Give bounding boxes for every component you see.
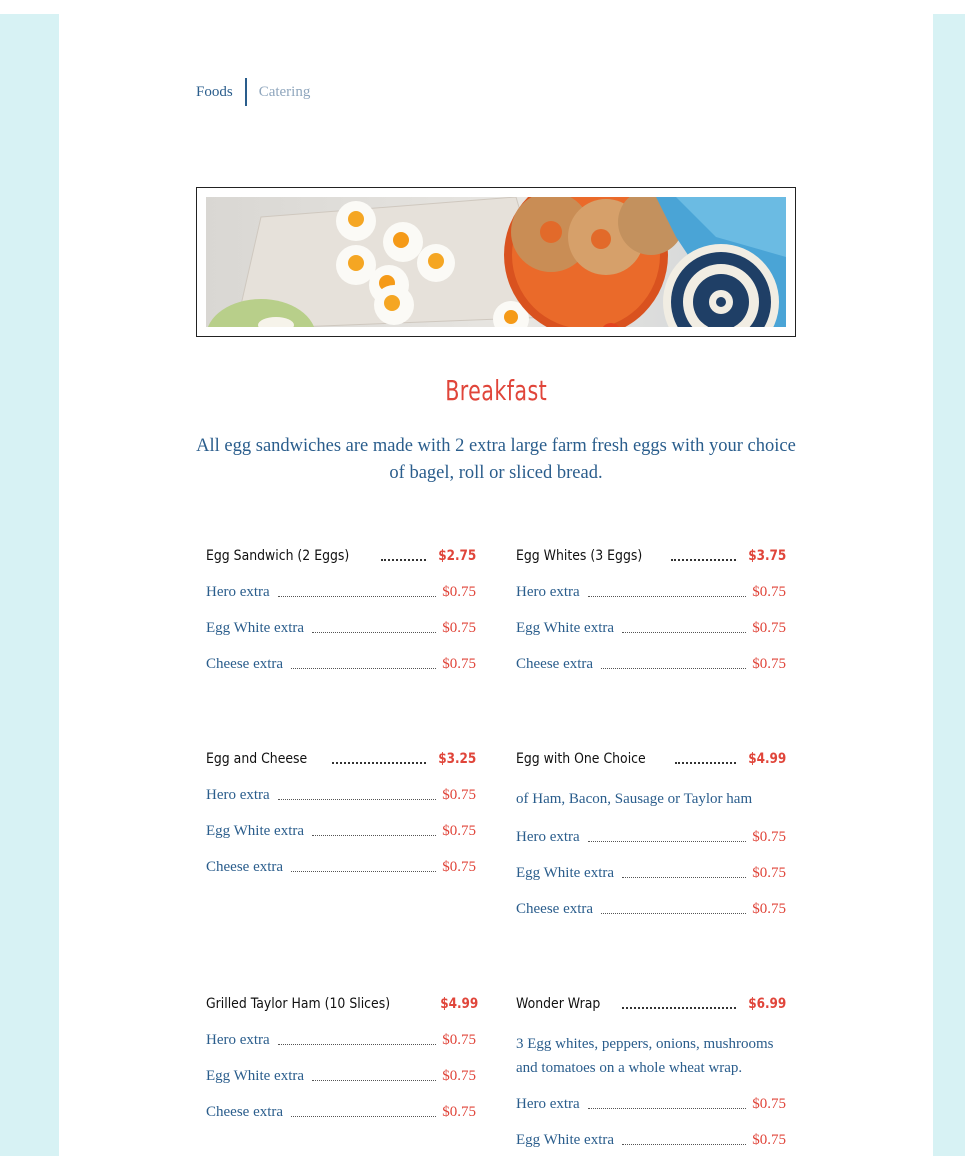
leader-dots (381, 548, 426, 561)
extra-price: $0.75 (442, 1104, 476, 1120)
extra-name: Egg White extra (206, 1068, 305, 1084)
extra-row (206, 656, 476, 692)
extra-name: Egg White extra (206, 620, 305, 636)
extra-price: $0.75 (442, 1068, 476, 1084)
item-header (206, 996, 479, 1032)
item-description: 3 Egg whites, peppers, onions, mushrooms and tomatoes on a whole wheat wrap. (516, 1036, 774, 1076)
extra-price: $0.75 (442, 859, 476, 875)
breakfast-photo-illustration (206, 197, 786, 327)
extra-name: Hero extra (206, 787, 270, 803)
menu-item (516, 751, 786, 937)
breakfast-banner (196, 187, 796, 337)
leader-dots (588, 1096, 747, 1109)
item-name: Egg Whites (3 Eggs) (516, 548, 643, 564)
menu-item (206, 548, 476, 692)
leader-dots (622, 1132, 746, 1145)
item-price: $3.75 (747, 548, 786, 564)
extra-row (516, 1132, 786, 1168)
extra-row (516, 829, 786, 865)
tab-foods[interactable]: Foods (196, 78, 247, 106)
menu-item (516, 996, 786, 1168)
leader-dots (278, 584, 437, 597)
extra-row (516, 656, 786, 692)
extra-row (206, 823, 476, 859)
extra-row (206, 584, 476, 620)
menu-item (516, 548, 786, 692)
extra-name: Hero extra (516, 584, 580, 600)
tab-catering[interactable]: Catering (258, 84, 311, 100)
extra-price: $0.75 (752, 1132, 786, 1148)
extra-price: $0.75 (752, 1096, 786, 1112)
extra-price: $0.75 (442, 620, 476, 636)
leader-dots (588, 829, 747, 842)
extra-price: $0.75 (442, 1032, 476, 1048)
left-background-strip (0, 14, 59, 1156)
extra-name: Hero extra (516, 829, 580, 845)
leader-dots (588, 584, 747, 597)
item-price: $6.99 (747, 996, 786, 1012)
extra-price: $0.75 (752, 865, 786, 881)
leader-dots (312, 823, 436, 836)
extra-price: $0.75 (752, 584, 786, 600)
extra-row (516, 865, 786, 901)
item-header (206, 751, 476, 787)
leader-dots (622, 996, 736, 1009)
extra-name: Cheese extra (516, 901, 594, 917)
extra-name: Egg White extra (516, 865, 615, 881)
extra-name: Cheese extra (206, 859, 284, 875)
leader-dots (278, 787, 437, 800)
leader-dots (601, 901, 746, 914)
extra-name: Egg White extra (206, 823, 305, 839)
item-name: Grilled Taylor Ham (10 Slices) (206, 996, 391, 1012)
leader-dots (332, 751, 426, 764)
item-price: $4.99 (747, 751, 786, 767)
section-intro: All egg sandwiches are made with 2 extra large farm fresh eggs with your choice of bagel, roll or sliced bread. (196, 436, 796, 483)
item-price: $4.99 (440, 996, 479, 1012)
menu-item (206, 751, 476, 895)
item-price: $2.75 (437, 548, 476, 564)
leader-dots (312, 620, 436, 633)
extra-price: $0.75 (752, 901, 786, 917)
leader-dots (671, 548, 736, 561)
item-header (516, 996, 786, 1032)
extra-name: Cheese extra (206, 656, 284, 672)
extra-name: Cheese extra (516, 656, 594, 672)
item-header (206, 548, 476, 584)
extra-row (206, 787, 476, 823)
leader-dots (622, 620, 746, 633)
item-name: Egg Sandwich (2 Eggs) (206, 548, 350, 564)
item-name: Egg and Cheese (206, 751, 308, 767)
item-price: $3.25 (437, 751, 476, 767)
extra-name: Egg White extra (516, 620, 615, 636)
extra-row (206, 1068, 476, 1104)
page-content (59, 0, 933, 1156)
extra-name: Hero extra (206, 584, 270, 600)
leader-dots (291, 859, 436, 872)
item-description: of Ham, Bacon, Sausage or Taylor ham (516, 791, 753, 807)
leader-dots (601, 656, 746, 669)
item-name: Egg with One Choice (516, 751, 646, 767)
right-background-strip (933, 14, 965, 1156)
extra-row (516, 584, 786, 620)
extra-price: $0.75 (442, 823, 476, 839)
leader-dots (291, 1104, 436, 1117)
breakfast-photo (206, 197, 786, 327)
extra-row (206, 859, 476, 895)
menu-item (206, 996, 479, 1140)
extra-name: Hero extra (206, 1032, 270, 1048)
extra-price: $0.75 (442, 584, 476, 600)
leader-dots (675, 751, 736, 764)
item-header (516, 548, 786, 584)
extra-row (206, 1104, 476, 1140)
extra-price: $0.75 (752, 656, 786, 672)
leader-dots (291, 656, 436, 669)
section-title: Breakfast (445, 374, 547, 407)
extra-row (516, 901, 786, 937)
leader-dots (312, 1068, 436, 1081)
extra-row (206, 1032, 476, 1068)
extra-price: $0.75 (442, 656, 476, 672)
extra-price: $0.75 (442, 787, 476, 803)
menu-tabs (196, 78, 310, 106)
item-header (516, 751, 786, 787)
extra-price: $0.75 (752, 829, 786, 845)
extra-row (516, 1096, 786, 1132)
leader-dots (278, 1032, 437, 1045)
extra-row (206, 620, 476, 656)
extra-row (516, 620, 786, 656)
extra-name: Cheese extra (206, 1104, 284, 1120)
item-name: Wonder Wrap (516, 996, 601, 1012)
extra-name: Egg White extra (516, 1132, 615, 1148)
extra-price: $0.75 (752, 620, 786, 636)
leader-dots (622, 865, 746, 878)
extra-name: Hero extra (516, 1096, 580, 1112)
